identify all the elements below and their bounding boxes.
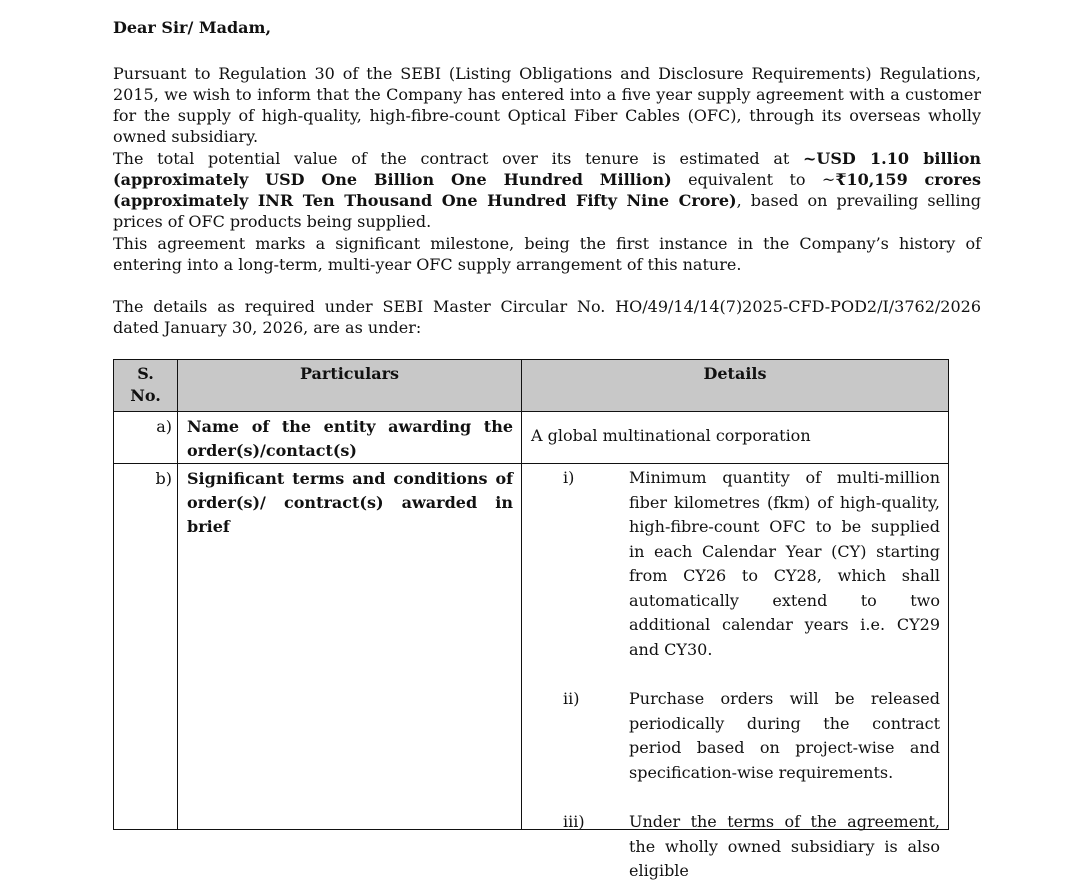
row-detail bbox=[522, 464, 949, 880]
milestone-paragraph: This agreement marks a significant milestone, being the first instance in the Company’s history of entering into a long-term, multi-year OFC supply arrangement of this nature. bbox=[113, 234, 981, 274]
value-usd: ~USD 1.10 billion (approximately USD One Billion One Hundred Million) bbox=[113, 149, 982, 189]
contract-value-paragraph bbox=[113, 148, 981, 232]
table-row bbox=[114, 464, 949, 830]
intro-paragraph: Pursuant to Regulation 30 of the SEBI (Listing Obligations and Disclosure Requirements) Regulations, 2015, we wish to inform that the Company has entered into a five year supply agreement with a customer for the supply of high-quality, high-fibre-count Optical Fiber Cables (OFC), through its overseas wholly owned subsidiary. bbox=[113, 64, 981, 146]
row-sno: a) bbox=[114, 412, 178, 464]
value-text-3: , based on prevailing selling prices of OFC products being supplied. bbox=[113, 191, 982, 231]
term-number: ii) bbox=[563, 689, 580, 708]
value-text-1: The total potential value of the contract over its tenure is estimated at bbox=[113, 149, 804, 168]
header-sno: S. No. bbox=[114, 360, 178, 412]
circular-paragraph: The details as required under SEBI Master Circular No. HO/49/14/14(7)2025-CFD-POD2/I/3762/2026 dated January 30, 2026, are as under: bbox=[113, 297, 981, 337]
header-details: Details bbox=[522, 360, 949, 412]
term-text: Purchase orders will be released periodically during the contract period based on project-wise and specification-wise requirements. bbox=[629, 689, 940, 782]
term-number: i) bbox=[563, 468, 575, 487]
value-text-2: equivalent to ~ bbox=[671, 170, 836, 189]
row-particular: Significant terms and conditions of order(s)/ contract(s) awarded in brief bbox=[178, 464, 522, 830]
term-item bbox=[531, 687, 940, 785]
term-item bbox=[531, 810, 940, 884]
term-text: Minimum quantity of multi-million fiber kilometres (fkm) of high-quality, high-fibre-count OFC to be supplied in each Calendar Year (CY) starting from CY26 to CY28, which shall automatically extend to two additional calendar years i.e. CY29 and CY30. bbox=[629, 468, 940, 659]
term-item bbox=[531, 466, 940, 662]
table-row bbox=[114, 412, 949, 464]
row-sno: b) bbox=[114, 464, 178, 830]
value-inr: ₹10,159 crores (approximately INR Ten Thousand One Hundred Fifty Nine Crore) bbox=[113, 170, 982, 210]
row-detail: A global multinational corporation bbox=[522, 412, 949, 464]
header-particulars: Particulars bbox=[178, 360, 522, 412]
salutation: Dear Sir/ Madam, bbox=[113, 18, 272, 37]
term-number: iii) bbox=[563, 812, 585, 831]
term-text: Under the terms of the agreement, the wholly owned subsidiary is also eligible bbox=[629, 812, 940, 880]
table-header-row bbox=[114, 360, 949, 412]
disclosure-table bbox=[113, 359, 949, 880]
row-particular: Name of the entity awarding the order(s)/contact(s) bbox=[178, 412, 522, 464]
